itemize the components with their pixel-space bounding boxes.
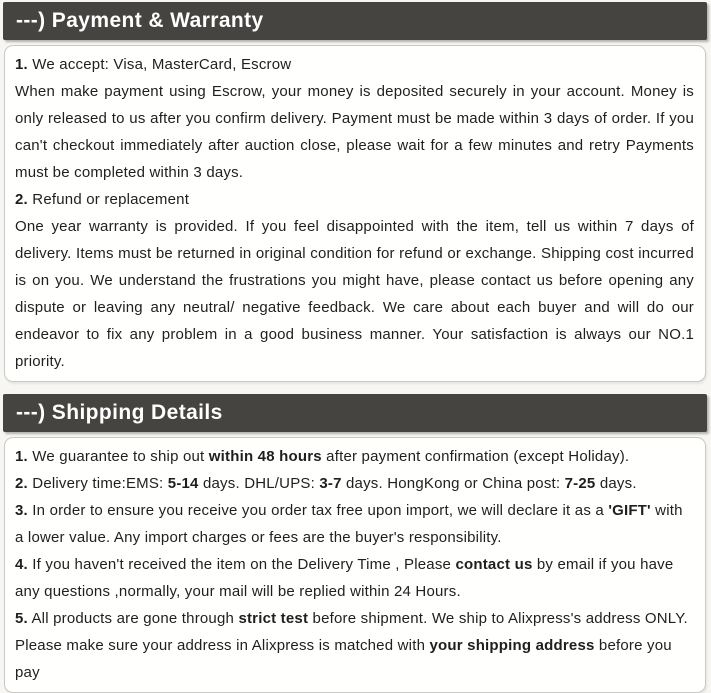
- section-title: ---) Shipping Details: [16, 401, 223, 424]
- shipping-details-body: [4, 437, 706, 693]
- paragraph: 5. All products are gone through strict test before shipment. We ship to Alixpress's address ONLY. Please make sure your address in Alixpress is matched with your shipping address before you pay: [15, 610, 688, 681]
- payment-warranty-header: [3, 2, 707, 40]
- section-title: ---) Payment & Warranty: [16, 9, 264, 32]
- paragraph: 3. In order to ensure you receive you order tax free upon import, we will declare it as a 'GIFT' with a lower value. Any import charges or fees are the buyer's responsibility.: [15, 502, 683, 546]
- paragraph: 4. If you haven't received the item on the Delivery Time , Please contact us by email if you have any questions ,normally, your mail will be replied within 24 Hours.: [15, 556, 674, 600]
- paragraph: One year warranty is provided. If you feel disappointed with the item, tell us within 7 days of delivery. Items must be returned in original condition for refund or exchange. Shipping cost incurred is on you. We understand the frustrations you might have, please contact us before opening any dispute or leaving any neutral/ negative feedback. We care about each buyer and will do our endeavor to fix any problem in a good business manner. Your satisfaction is always our NO.1 priority.: [15, 218, 694, 370]
- paragraph: 2. Refund or replacement: [15, 191, 190, 208]
- payment-warranty-body: [4, 45, 706, 382]
- paragraph: 2. Delivery time:EMS: 5-14 days. DHL/UPS: 3-7 days. HongKong or China post: 7-25 days.: [15, 475, 637, 492]
- shipping-details-section: [0, 394, 711, 693]
- paragraph: When make payment using Escrow, your money is deposited securely in your account. Money is only released to us after you confirm delivery. Payment must be made within 3 days of order. If you can't checkout immediately after auction close, please wait for a few minutes and retry Payments must be completed within 3 days.: [15, 83, 694, 181]
- paragraph: 1. We guarantee to ship out within 48 hours after payment confirmation (except Holiday).: [15, 448, 630, 465]
- paragraph: 1. We accept: Visa, MasterCard, Escrow: [15, 56, 292, 73]
- shipping-details-header: [3, 394, 707, 432]
- payment-warranty-section: [0, 2, 711, 382]
